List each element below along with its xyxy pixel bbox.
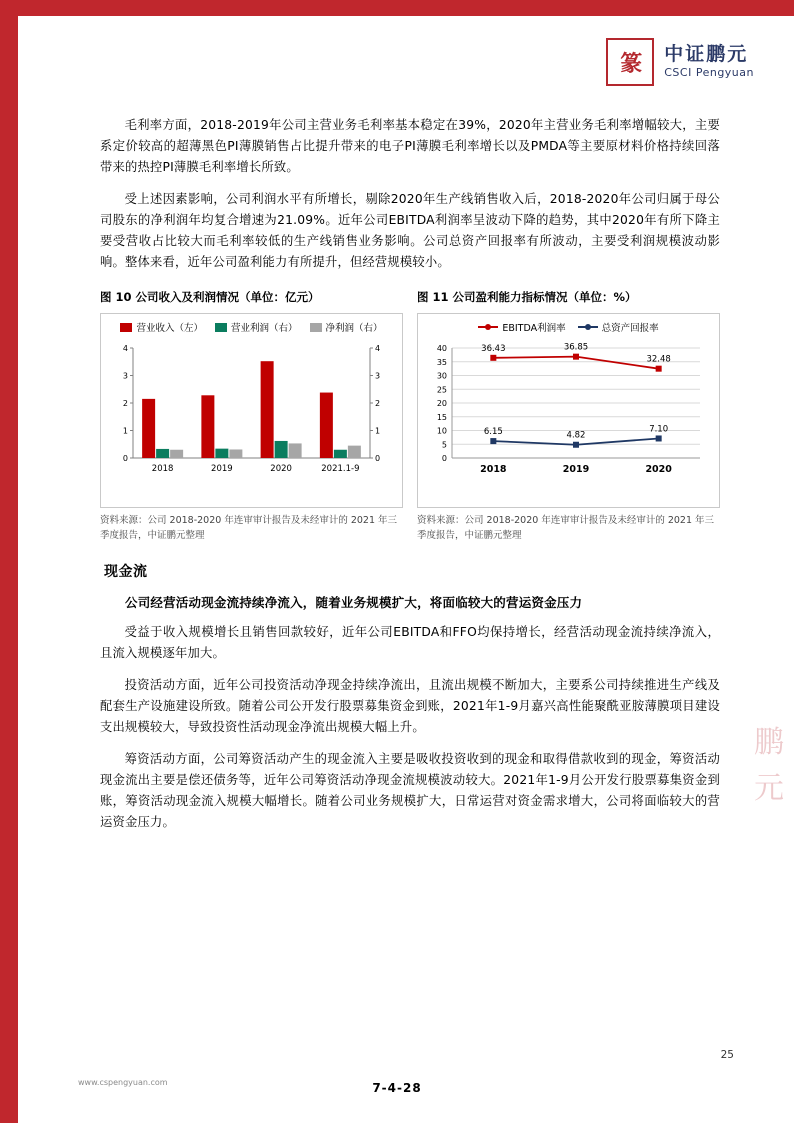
- chart-10-plot: [105, 340, 398, 490]
- svg-text:30: 30: [436, 371, 447, 381]
- chart-10-frame: [100, 313, 403, 508]
- svg-text:2018: 2018: [480, 464, 507, 475]
- watermark: 鹏元: [754, 725, 784, 806]
- chart-11-legend: [422, 320, 715, 334]
- header-red-bar: [0, 0, 794, 16]
- svg-text:0: 0: [375, 454, 381, 463]
- svg-text:7.10: 7.10: [649, 424, 669, 435]
- svg-text:1: 1: [375, 426, 381, 436]
- brand-name-en: CSCI Pengyuan: [664, 66, 754, 80]
- chart-10-legend: [105, 320, 398, 334]
- paragraph-profit: 受上述因素影响，公司利润水平有所增长，剔除2020年生产线销售收入后，2018-2020年公司归属于母公司股东的净利润年均复合增速为21.09%。近年公司EBITDA利润率呈波动下降的趋势，其中2020年有所下降主要受营收占比较大而毛利率较低的生产线销售业务影响。公司总资产回报率有所波动，主要受利润规模波动影响。整体来看，近年公司盈利能力有所提升，但经营规模较小。: [100, 192, 720, 269]
- charts-row: [100, 289, 720, 543]
- svg-text:6.15: 6.15: [483, 427, 503, 438]
- svg-text:36.43: 36.43: [481, 343, 506, 354]
- svg-text:2019: 2019: [562, 464, 590, 475]
- seal-icon: 篆: [606, 38, 654, 86]
- svg-text:15: 15: [436, 412, 447, 422]
- legend-swatch-roa: [578, 326, 598, 328]
- chart-11-title: 图 11 公司盈利能力指标情况（单位：%）: [417, 290, 637, 304]
- footer-doc-code: 7-4-28: [372, 1081, 422, 1095]
- page-header: [18, 16, 794, 101]
- chart-11-plot: [422, 340, 715, 490]
- paragraph-operating-cashflow: 受益于收入规模增长且销售回款较好，近年公司EBITDA和FFO均保持增长，经营活动现金流持续净流入，且流入规模逐年加大。: [100, 625, 720, 660]
- legend-label-revenue: 营业收入（左）: [136, 323, 203, 334]
- chart-figure-11: [417, 289, 720, 543]
- legend-item-roa: [578, 320, 659, 334]
- legend-item-revenue: [120, 320, 203, 334]
- legend-label-ebitda-margin: EBITDA利润率: [502, 323, 566, 334]
- svg-text:4: 4: [375, 344, 381, 353]
- left-red-bar: [0, 0, 18, 1123]
- svg-text:0: 0: [441, 454, 447, 463]
- svg-text:32.48: 32.48: [646, 354, 671, 365]
- svg-text:5: 5: [441, 440, 447, 450]
- legend-item-ebitda-margin: [478, 320, 565, 334]
- svg-text:25: 25: [436, 385, 447, 395]
- chart-11-source: 资料来源：公司 2018-2020 年连审审计报告及未经审计的 2021 年三季度报告，中证鹏元整理: [417, 515, 715, 541]
- brand-name-cn: 中证鹏元: [664, 43, 749, 66]
- section-title-cashflow: 现金流: [104, 564, 148, 580]
- legend-swatch-operating-profit: [215, 323, 227, 332]
- chart-figure-10: [100, 289, 403, 543]
- legend-item-operating-profit: [215, 320, 298, 334]
- svg-text:2018: 2018: [151, 464, 174, 474]
- legend-label-net-profit: 净利润（右）: [325, 323, 383, 334]
- svg-text:40: 40: [436, 344, 447, 353]
- brand-logo: [606, 38, 754, 86]
- svg-text:36.85: 36.85: [563, 342, 589, 353]
- paragraph-gross-margin: 毛利率方面，2018-2019年公司主营业务毛利率基本稳定在39%，2020年主营业务毛利率增幅较大，主要系定价较高的超薄黑色PI薄膜销售占比提升带来的电子PI薄膜毛利率增长以及PMDA等主要原材料价格持续回落带来的热控PI薄膜毛利率增长所致。: [100, 118, 720, 174]
- chart-11-frame: [417, 313, 720, 508]
- legend-label-roa: 总资产回报率: [601, 323, 659, 334]
- footer-url: www.cspengyuan.com: [78, 1078, 168, 1087]
- legend-swatch-ebitda-margin: [478, 326, 498, 328]
- legend-label-operating-profit: 营业利润（右）: [230, 323, 298, 334]
- page-content: [100, 115, 720, 844]
- paragraph-financing-cashflow: 筹资活动方面，公司筹资活动产生的现金流入主要是吸收投资收到的现金和取得借款收到的现金，筹资活动现金流出主要是偿还债务等，近年公司筹资活动净现金流规模波动较大。2021年1-9月公开发行股票募集资金到账，筹资活动现金流入规模大幅增长。随着公司业务规模扩大，日常运营对资金需求增大，公司将面临较大的营运资金压力。: [100, 752, 720, 829]
- svg-text:0: 0: [122, 454, 128, 463]
- svg-text:2020: 2020: [645, 464, 672, 475]
- svg-text:2020: 2020: [270, 464, 292, 474]
- legend-item-net-profit: [310, 320, 383, 334]
- svg-text:2: 2: [375, 399, 381, 408]
- svg-text:10: 10: [436, 426, 447, 436]
- legend-swatch-revenue: [120, 323, 132, 332]
- paragraph-investing-cashflow: 投资活动方面，近年公司投资活动净现金持续净流出，且流出规模不断加大，主要系公司持续推进生产线及配套生产设施建设所致。随着公司公开发行股票募集资金到账，2021年1-9月嘉兴高性能聚酰亚胺薄膜项目建设支出规模较大，导致投资性活动现金净流出规模大幅上升。: [100, 678, 720, 734]
- svg-text:3: 3: [122, 371, 128, 381]
- chart-10-title: 图 10 公司收入及利润情况（单位：亿元）: [100, 290, 320, 304]
- page-number: 25: [720, 1049, 734, 1061]
- svg-text:2019: 2019: [211, 464, 233, 474]
- legend-swatch-net-profit: [310, 323, 322, 332]
- svg-text:35: 35: [436, 357, 447, 367]
- svg-text:3: 3: [375, 371, 381, 381]
- subheading-cashflow: 公司经营活动现金流持续净流入，随着业务规模扩大，将面临较大的营运资金压力: [125, 595, 583, 610]
- svg-text:2021.1-9: 2021.1-9: [321, 464, 360, 474]
- chart-10-source: 资料来源：公司 2018-2020 年连审审计报告及未经审计的 2021 年三季度报告，中证鹏元整理: [100, 515, 398, 541]
- svg-text:20: 20: [436, 399, 447, 408]
- svg-text:4.82: 4.82: [566, 430, 586, 441]
- svg-text:2: 2: [122, 399, 128, 408]
- svg-text:4: 4: [122, 344, 128, 353]
- svg-text:1: 1: [122, 426, 128, 436]
